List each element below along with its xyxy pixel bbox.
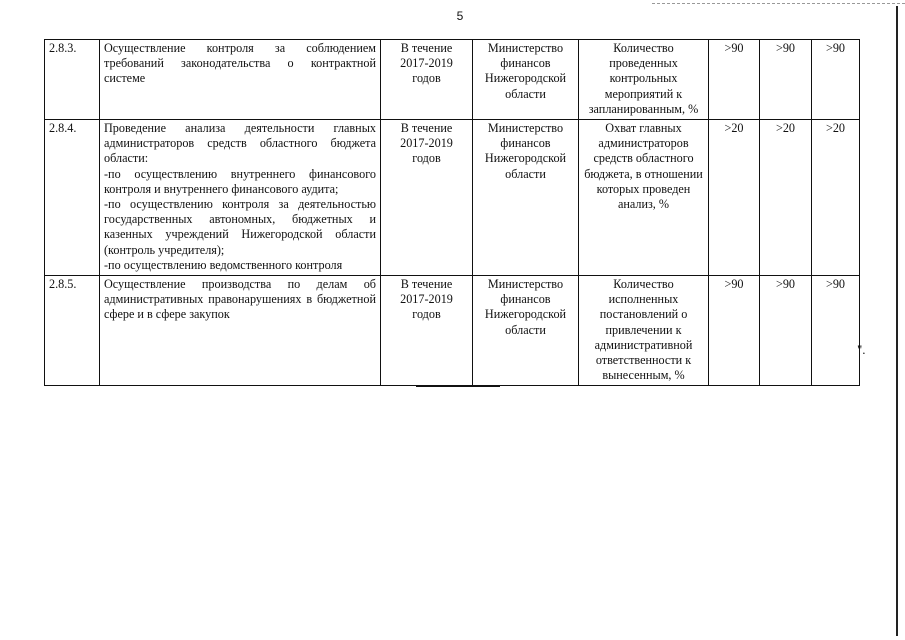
page-number: 5: [456, 9, 464, 23]
row-number: 2.8.5.: [45, 276, 100, 386]
value-2018: >90: [760, 40, 812, 120]
scan-top-dashed-line: [652, 3, 905, 4]
executor-cell: Министерство финансов Нижегородской области: [473, 276, 579, 386]
value-2017: >20: [709, 120, 760, 276]
term-cell: В течение 2017-2019 годов: [381, 120, 473, 276]
scan-page-edge: [896, 6, 898, 636]
row-number: 2.8.3.: [45, 40, 100, 120]
executor-cell: Министерство финансов Нижегородской области: [473, 40, 579, 120]
value-2019: >20: [812, 120, 860, 276]
measures-table: [44, 39, 860, 386]
closing-quote-mark: ".: [857, 342, 866, 357]
table-row: [45, 40, 860, 120]
executor-cell: Министерство финансов Нижегородской области: [473, 120, 579, 276]
value-2017: >90: [709, 276, 760, 386]
indicator-cell: Количество проведенных контрольных мероприятий к запланированным, %: [579, 40, 709, 120]
value-2017: >90: [709, 40, 760, 120]
term-cell: В течение 2017-2019 годов: [381, 276, 473, 386]
table-row: [45, 120, 860, 276]
action-description: Осуществление контроля за соблюдением требований законодательства о контрактной системе: [100, 40, 381, 120]
indicator-cell: Количество исполненных постановлений о привлечении к административной ответственности к вынесенным, %: [579, 276, 709, 386]
end-of-document-rule: [416, 386, 500, 387]
row-number: 2.8.4.: [45, 120, 100, 276]
value-2018: >90: [760, 276, 812, 386]
action-description: Осуществление производства по делам об административных правонарушениях в бюджетной сфере и в сфере закупок: [100, 276, 381, 386]
table-row: [45, 276, 860, 386]
term-cell: В течение 2017-2019 годов: [381, 40, 473, 120]
value-2019: >90: [812, 276, 860, 386]
indicator-cell: Охват главных администраторов средств областного бюджета, в отношении которых проведен анализ, %: [579, 120, 709, 276]
value-2019: >90: [812, 40, 860, 120]
value-2018: >20: [760, 120, 812, 276]
action-description: Проведение анализа деятельности главных администраторов средств областного бюджета области: -по осуществлению внутреннего финансового контроля и внутреннего финансового аудита; -по осуществлению контроля за деятельностью государственных автономных, бюджетных и казенных учреждений Нижегородской области (контроль учредителя); -по осуществлению ведомственного контроля: [100, 120, 381, 276]
